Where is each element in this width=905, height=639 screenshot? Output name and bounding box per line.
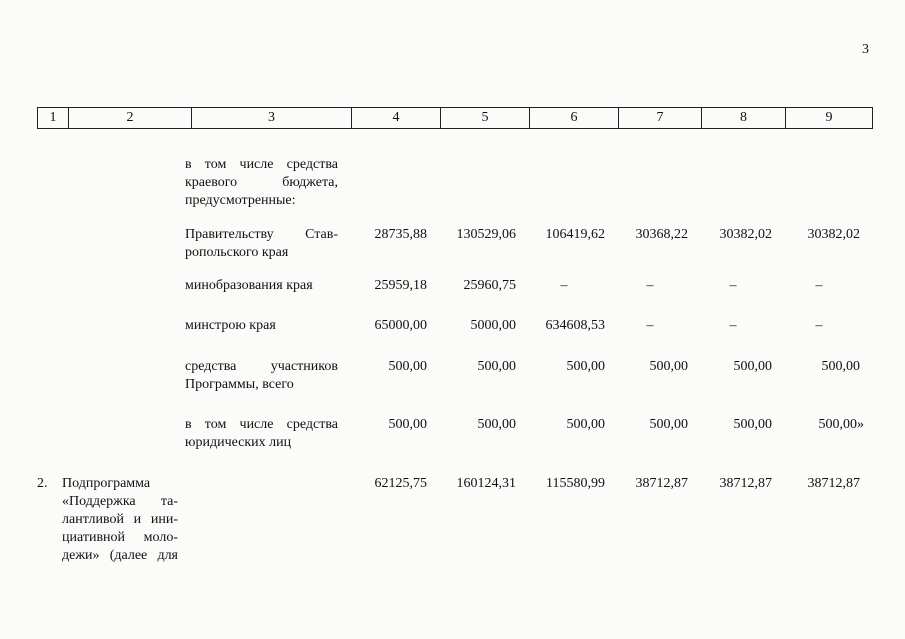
page-number: 3 [862, 42, 869, 57]
minstroy-col5: 5000,00 [470, 318, 516, 333]
label-line: ропольского края [185, 245, 289, 260]
subprogram-col8: 38712,87 [719, 476, 772, 491]
subprogram-col9: 38712,87 [807, 476, 860, 491]
label-line: краевого бюджета, [185, 175, 338, 190]
participants-col5: 500,00 [477, 359, 516, 374]
legal-col8: 500,00 [733, 417, 772, 432]
row-legal-label [185, 416, 338, 452]
minstroy-col6: 634608,53 [545, 318, 605, 333]
subprogram-label [62, 475, 178, 565]
participants-col4: 500,00 [388, 359, 427, 374]
minstroy-col7: – [646, 318, 654, 333]
row-participants-label [185, 358, 338, 394]
participants-col9: 500,00 [821, 359, 860, 374]
header-col-7: 7 [619, 108, 702, 129]
header-col-3: 3 [192, 108, 352, 129]
participants-col8: 500,00 [733, 359, 772, 374]
header-col-2: 2 [69, 108, 192, 129]
subprogram-col4: 62125,75 [374, 476, 427, 491]
participants-col6: 500,00 [566, 359, 605, 374]
label-line: в том числе средства [185, 417, 338, 432]
row-minstroy-label: минстрою края [185, 318, 276, 333]
minobr-col6: – [560, 278, 568, 293]
label-line: средства участников [185, 359, 338, 374]
minstroy-col4: 65000,00 [374, 318, 427, 333]
subprogram-col7: 38712,87 [635, 476, 688, 491]
header-col-8: 8 [702, 108, 786, 129]
subprogram-col6: 115580,99 [546, 476, 605, 491]
minstroy-col8: – [729, 318, 737, 333]
label-line: Программы, всего [185, 377, 294, 392]
minobr-col8: – [729, 278, 737, 293]
label-line: циативной моло- [62, 530, 178, 545]
minobr-col5: 25960,75 [463, 278, 516, 293]
label-line: дежи» (далее для [62, 548, 178, 563]
label-line: «Поддержка та- [62, 494, 178, 509]
minstroy-col9: – [815, 318, 823, 333]
government-col5: 130529,06 [456, 227, 516, 242]
government-col8: 30382,02 [719, 227, 772, 242]
label-line: лантливой и ини- [62, 512, 178, 527]
label-line: в том числе средства [185, 157, 338, 172]
government-col9: 30382,02 [807, 227, 860, 242]
legal-col9: 500,00» [818, 417, 864, 432]
header-col-1: 1 [38, 108, 69, 129]
legal-col7: 500,00 [649, 417, 688, 432]
label-line: Правительству Став- [185, 227, 338, 242]
label-line: Подпрограмма [62, 476, 151, 491]
government-col4: 28735,88 [374, 227, 427, 242]
legal-col5: 500,00 [477, 417, 516, 432]
row-minobr-label: минобразования края [185, 278, 313, 293]
subprogram-col5: 160124,31 [456, 476, 516, 491]
row-government-label [185, 226, 338, 262]
row-regional-budget-label [185, 156, 338, 210]
legal-col4: 500,00 [388, 417, 427, 432]
header-col-4: 4 [352, 108, 441, 129]
header-col-9: 9 [786, 108, 873, 129]
header-col-5: 5 [441, 108, 530, 129]
legal-col6: 500,00 [566, 417, 605, 432]
minobr-col4: 25959,18 [374, 278, 427, 293]
minobr-col9: – [815, 278, 823, 293]
government-col6: 106419,62 [545, 227, 605, 242]
participants-col7: 500,00 [649, 359, 688, 374]
minobr-col7: – [646, 278, 654, 293]
label-line: юридических лиц [185, 435, 292, 450]
column-header-row [37, 107, 873, 129]
subprogram-number: 2. [37, 476, 48, 491]
header-col-6: 6 [530, 108, 619, 129]
label-line: предусмотренные: [185, 193, 296, 208]
government-col7: 30368,22 [635, 227, 688, 242]
